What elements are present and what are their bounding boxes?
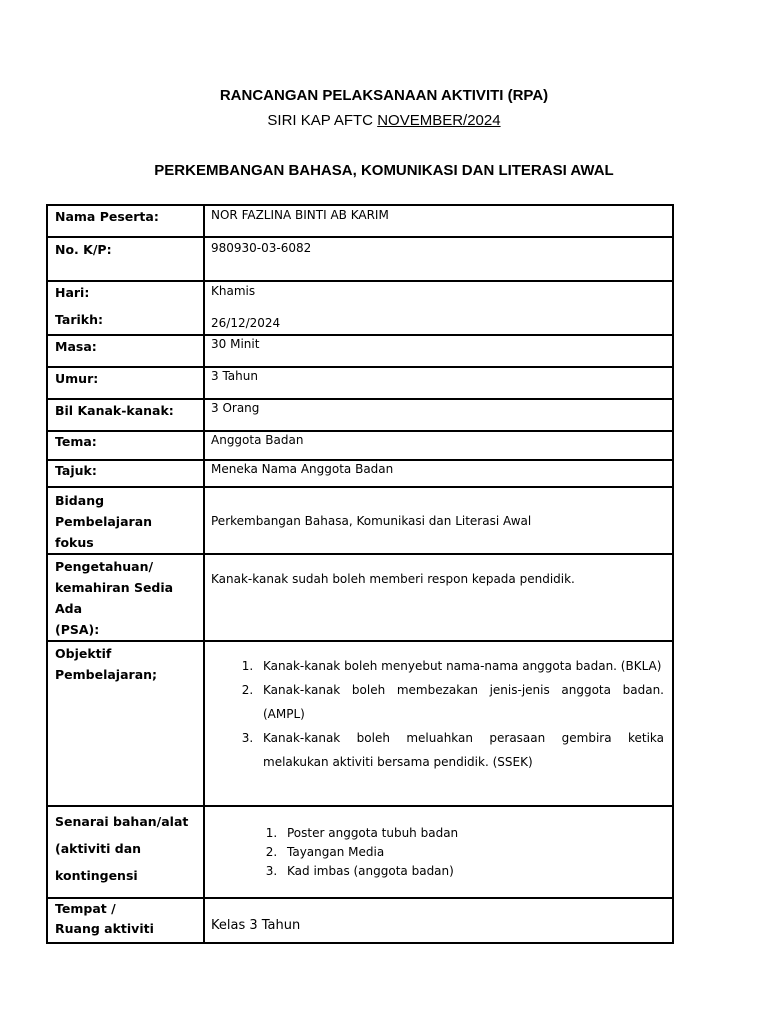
objektif-list — [211, 654, 664, 774]
label-tarikh: Tarikh: — [55, 312, 104, 327]
document-series — [0, 112, 768, 129]
value-nokp: 980930-03-6082 — [204, 237, 673, 281]
row-nama — [47, 205, 673, 237]
value-umur: 3 Tahun — [204, 367, 673, 399]
label-bidang-line2: fokus — [55, 535, 94, 550]
label-objektif — [47, 641, 204, 806]
row-umur — [47, 367, 673, 399]
value-bahan — [204, 806, 673, 898]
label-objektif-line1: Objektif — [55, 646, 112, 661]
row-bil — [47, 399, 673, 431]
label-bahan — [47, 806, 204, 898]
row-tajuk — [47, 460, 673, 487]
bahan-item: 3. Kad imbas (anggota badan) — [281, 862, 666, 881]
objektif-item: 1. Kanak-kanak boleh menyebut nama-nama anggota badan. (BKLA) — [257, 654, 664, 678]
document-title: RANCANGAN PELAKSANAAN AKTIVITI (RPA) — [219, 87, 549, 104]
label-masa: Masa: — [47, 335, 204, 367]
label-objektif-line2: Pembelajaran; — [55, 667, 158, 682]
row-hari-tarikh — [47, 281, 673, 335]
rpa-table — [46, 204, 674, 944]
value-bil: 3 Orang — [204, 399, 673, 431]
label-nokp: No. K/P: — [47, 237, 204, 281]
value-tajuk: Meneka Nama Anggota Badan — [204, 460, 673, 487]
label-umur: Umur: — [47, 367, 204, 399]
label-bil: Bil Kanak-kanak: — [47, 399, 204, 431]
value-hari-tarikh — [204, 281, 673, 335]
value-objektif — [204, 641, 673, 806]
series-month-year: NOVEMBER/2024 — [377, 112, 501, 129]
value-hari: Khamis — [211, 284, 256, 298]
value-nama: NOR FAZLINA BINTI AB KARIM — [204, 205, 673, 237]
label-psa-line3: (PSA): — [55, 622, 100, 637]
label-nama: Nama Peserta: — [47, 205, 204, 237]
label-tema: Tema: — [47, 431, 204, 460]
value-tema: Anggota Badan — [204, 431, 673, 460]
label-tempat-line1: Tempat / — [55, 901, 116, 916]
value-psa: Kanak-kanak sudah boleh memberi respon kepada pendidik. — [204, 554, 673, 641]
label-bahan-line3: kontingensi — [55, 868, 138, 883]
label-psa-line2: kemahiran Sedia Ada — [55, 580, 174, 616]
row-tempat — [47, 898, 673, 943]
label-psa — [47, 554, 204, 641]
label-tempat-line2: Ruang aktiviti — [55, 921, 154, 936]
row-psa — [47, 554, 673, 641]
label-hari: Hari: — [55, 285, 90, 300]
label-tajuk: Tajuk: — [47, 460, 204, 487]
label-bidang-line1: Bidang Pembelajaran — [55, 493, 153, 529]
objektif-item: 3. Kanak-kanak boleh meluahkan perasaan gembira ketika melakukan aktiviti bersama pendidik. (SSEK) — [257, 726, 664, 774]
value-tempat: Kelas 3 Tahun — [204, 898, 673, 943]
label-tempat — [47, 898, 204, 943]
label-hari-tarikh — [47, 281, 204, 335]
bahan-item: 2. Tayangan Media — [281, 843, 666, 862]
document-subject: PERKEMBANGAN BAHASA, KOMUNIKASI DAN LITERASI AWAL — [154, 162, 614, 179]
row-bidang — [47, 487, 673, 554]
row-tema — [47, 431, 673, 460]
bahan-list — [235, 824, 666, 881]
value-bidang: Perkembangan Bahasa, Komunikasi dan Literasi Awal — [204, 487, 673, 554]
series-prefix: SIRI KAP AFTC — [267, 112, 378, 129]
bahan-item: 1. Poster anggota tubuh badan — [281, 824, 666, 843]
row-nokp — [47, 237, 673, 281]
label-bahan-line1: Senarai bahan/alat — [55, 814, 189, 829]
row-objektif — [47, 641, 673, 806]
objektif-item: 2. Kanak-kanak boleh membezakan jenis-jenis anggota badan. (AMPL) — [257, 678, 664, 726]
row-masa — [47, 335, 673, 367]
value-tarikh: 26/12/2024 — [211, 316, 281, 330]
label-bidang — [47, 487, 204, 554]
value-masa: 30 Minit — [204, 335, 673, 367]
label-bahan-line2: (aktiviti dan — [55, 841, 142, 856]
row-bahan — [47, 806, 673, 898]
label-psa-line1: Pengetahuan/ — [55, 559, 154, 574]
